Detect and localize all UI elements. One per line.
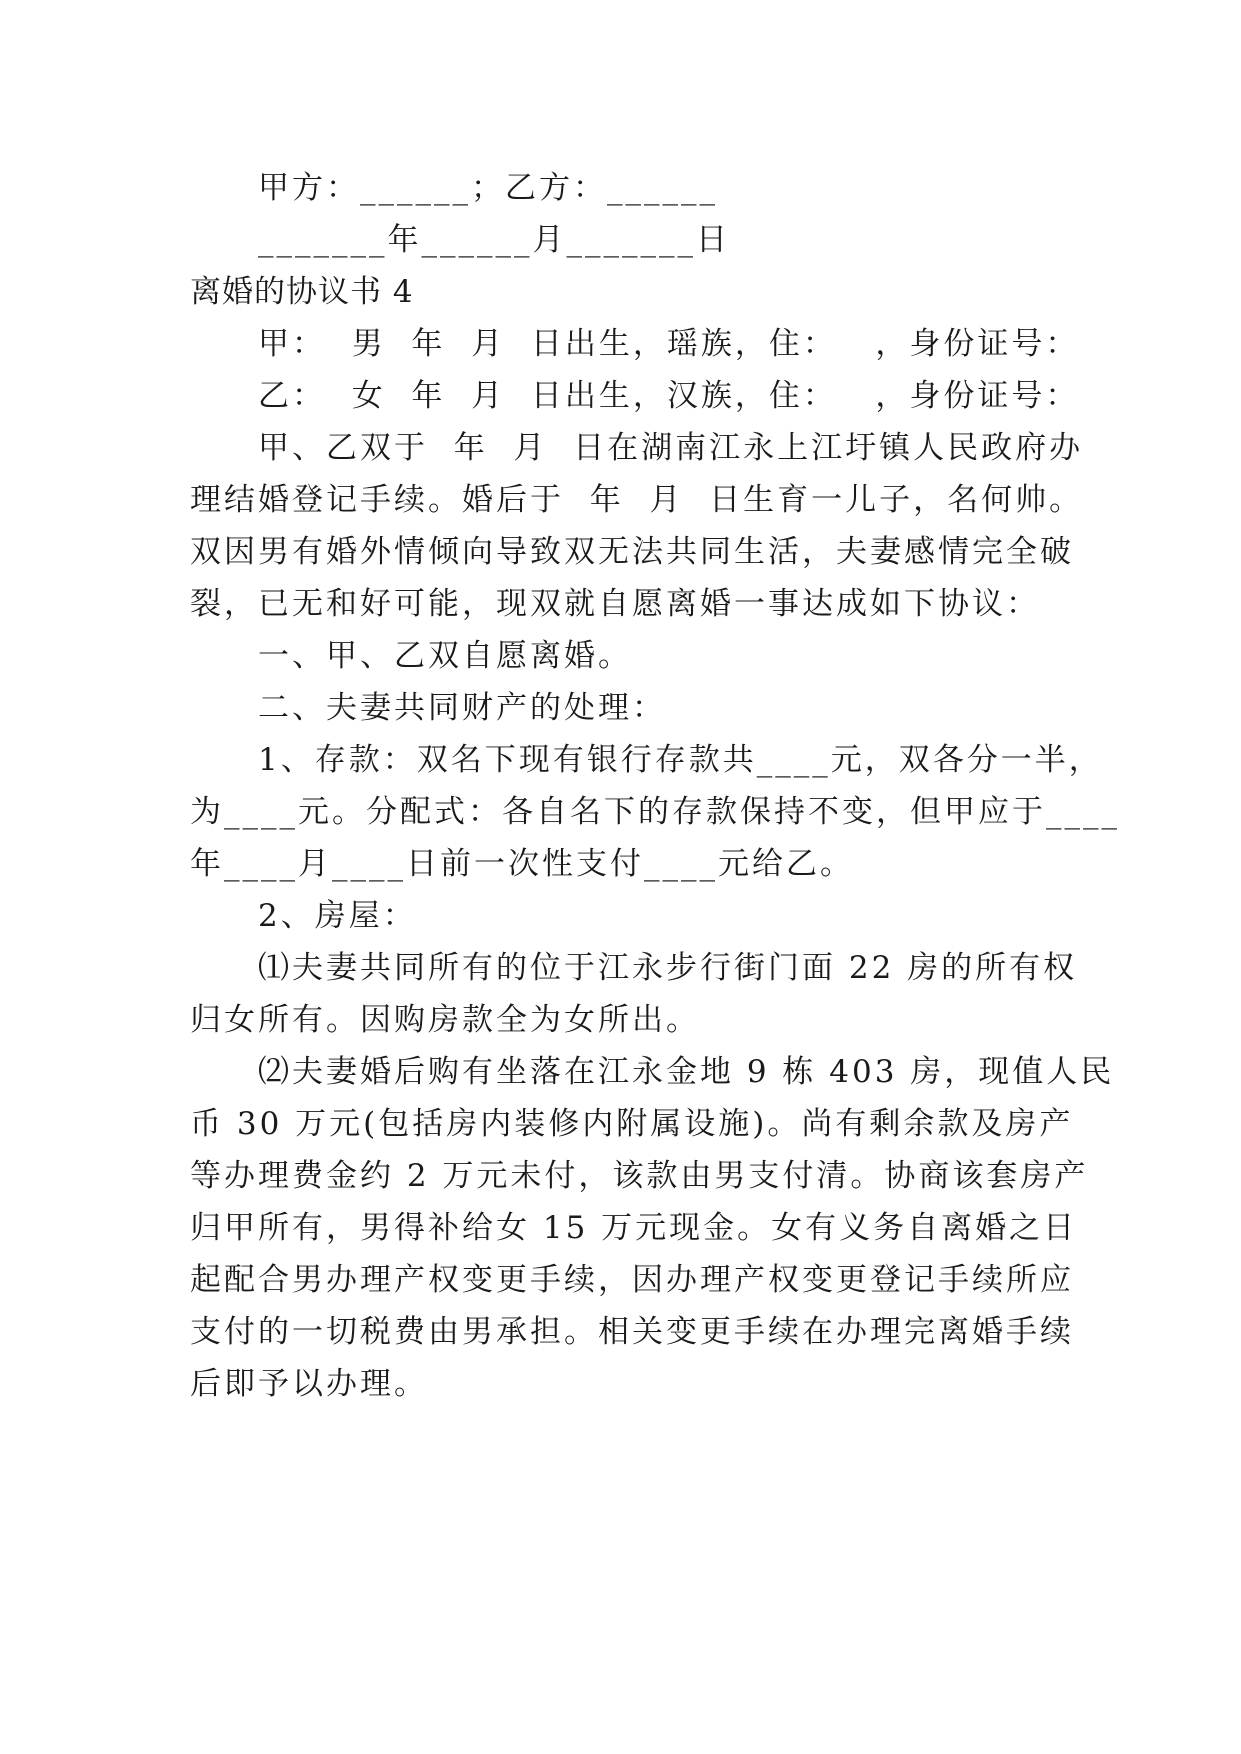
deposit-paragraph-line: 为____元。分配式：各自名下的存款保持不变，但甲应于____ [190,794,1120,830]
house-2-paragraph-line: ⑵夫妻婚后购有坐落在江永金地 9 栋 403 房，现值人民 [258,1054,1115,1090]
house-2-paragraph-line: 归甲所有，男得补给女 15 万元现金。女有义务自离婚之日 [190,1210,1078,1246]
house-2-paragraph-line: 支付的一切税费由男承担。相关变更手续在办理完离婚手续 [190,1314,1074,1350]
house-2-paragraph-line: 等办理费金约 2 万元未付，该款由男支付清。协商该套房产 [190,1158,1089,1194]
house-1-paragraph-line: 归女所有。因购房款全为女所出。 [190,1002,700,1038]
house-1-paragraph-line: ⑴夫妻共同所有的位于江永步行街门面 22 房的所有权 [258,950,1078,986]
intro-paragraph-line: 甲、乙双于 年 月 日在湖南江永上江圩镇人民政府办 [258,430,1084,466]
clause-property: 二、夫妻共同财产的处理： [258,690,666,726]
house-heading: 2、房屋： [258,898,417,934]
deposit-paragraph-line: 年____月____日前一次性支付____元给乙。 [190,846,854,882]
document-title: 离婚的协议书 4 [190,274,414,310]
signature-parties-line: 甲方：______；乙方：______ [258,170,718,206]
house-2-paragraph-line: 币 30 万元(包括房内装修内附属设施)。尚有剩余款及房产 [190,1106,1074,1142]
intro-paragraph-line: 裂，已无和好可能，现双就自愿离婚一事达成如下协议： [190,586,1040,622]
party-a-line: 甲： 男 年 月 日出生，瑶族，住： ，身份证号： [258,326,1080,362]
house-2-paragraph-line: 后即予以办理。 [190,1366,428,1402]
house-2-paragraph-line: 起配合男办理产权变更手续，因办理产权变更登记手续所应 [190,1262,1074,1298]
intro-paragraph-line: 双因男有婚外情倾向导致双无法共同生活，夫妻感情完全破 [190,534,1074,570]
intro-paragraph-line: 理结婚登记手续。婚后于 年 月 日生育一儿子，名何帅。 [190,482,1084,518]
clause-divorce: 一、甲、乙双自愿离婚。 [258,638,632,674]
deposit-paragraph-line: 1、存款：双名下现有银行存款共____元，双各分一半， [258,742,1103,778]
signature-date-line: _______年______月_______日 [258,222,730,258]
party-b-line: 乙： 女 年 月 日出生，汉族，住： ，身份证号： [258,378,1080,414]
